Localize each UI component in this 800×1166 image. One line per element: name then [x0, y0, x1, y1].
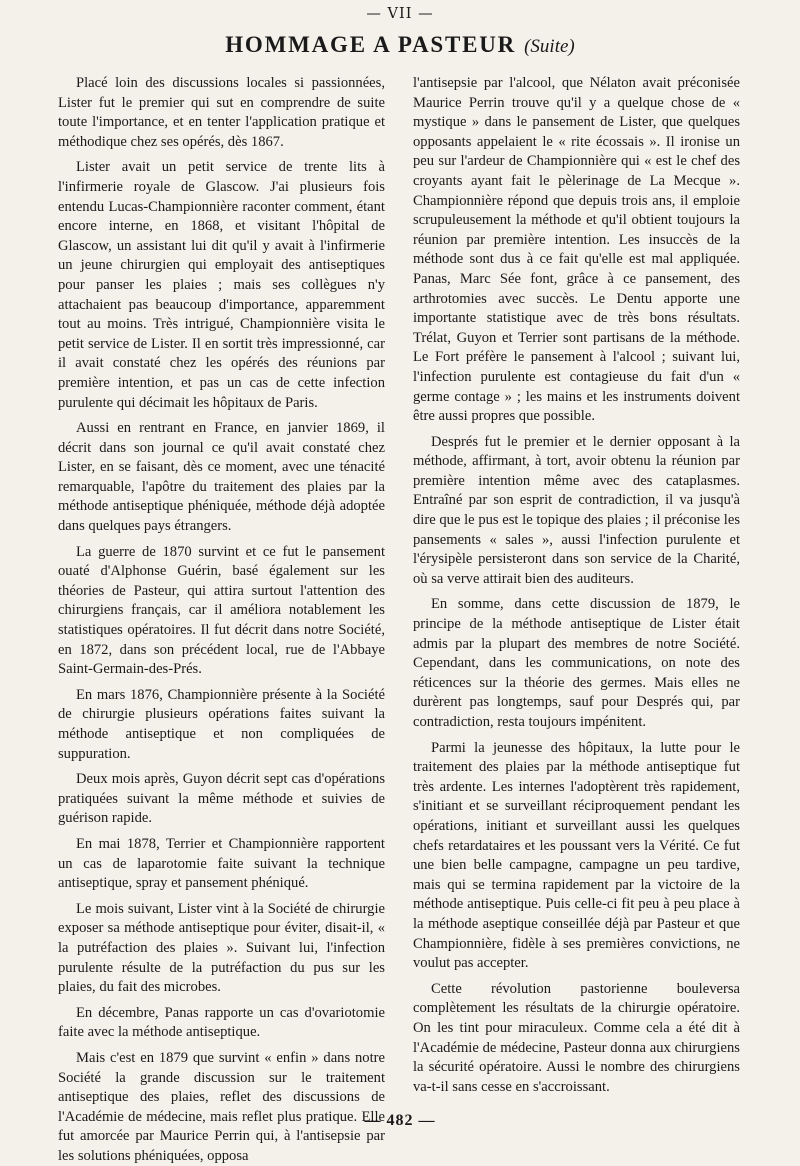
paragraph: En mars 1876, Championnière présente à la Société de chirurgie plusieurs opérations faites suivant la méthode antiseptique et non compliquées de suppuration.: [58, 686, 385, 762]
paragraph: Parmi la jeunesse des hôpitaux, la lutte pour le traitement des plaies par la méthode antiseptique fut très ardente. Les internes l'adoptèrent très rapidement, s'initiant et se surveillant réciproquement pendant les opérations, initiant et surveillant aussi les quelques chefs retardataires et les poussant vers la Vérité. Ce fut une bien belle campagne, campagne un peu tardive, mais qui se termina rapidement par la victoire de la méthode antiseptique. Puis celle-ci fit peu à peu place à la méthode aseptique conseillée déjà par Pasteur et que Championnière, fidèle à ses premières convictions, ne voulut pas accepter.: [413, 739, 740, 972]
left-column: [58, 74, 385, 1164]
paragraph: En décembre, Panas rapporte un cas d'ovariotomie faite avec la méthode antiseptique.: [58, 1004, 385, 1041]
paragraph: En mai 1878, Terrier et Championnière rapportent un cas de laparotomie faite suivant la technique antiseptique, spray et pansement phéniqué.: [58, 835, 385, 892]
title-suffix: (Suite): [524, 36, 575, 57]
right-column: [413, 74, 740, 1095]
paragraph: La guerre de 1870 survint et ce fut le pansement ouaté d'Alphonse Guérin, basé également sur les théories de Pasteur, qui attira surtout l'attention des chirurgiens français, car il améliora notablement les statistiques opératoires. Il fut décrit dans notre Société, en 1872, dans son précédent local, rue de l'Abbaye Saint-Germain-des-Prés.: [58, 543, 385, 678]
paragraph: En somme, dans cette discussion de 1879, le principe de la méthode antiseptique de Lister était admis par la plupart des membres de notre Société. Cependant, dans les communications, on note des réticences sur la théorie des germes. Mais elles ne durèrent pas longtemps, sauf pour Després qui, par contradiction, resta toujours impénitent.: [413, 596, 740, 730]
paragraph: Le mois suivant, Lister vint à la Société de chirurgie exposer sa méthode antiseptique pour éviter, disait-il, « la putréfaction des plaies ». Suivant lui, l'infection purulente résulte de la putréfaction du pus sur les plaies, du fait des microbes.: [58, 900, 385, 996]
paragraph: Deux mois après, Guyon décrit sept cas d'opérations pratiquées suivant la même méthode et suivies de guérison rapide.: [58, 771, 385, 827]
paragraph: l'antisepsie par l'alcool, que Nélaton avait préconisée Maurice Perrin trouve qu'il y a quelque chose de « mystique » dans le pansement de Lister, que quelques opposants appelaient le « rite écossais ». Il ironise un peu sur l'ardeur de Championnière qui « est le chef des croyants ayant fait le pèlerinage de La Mecque ». Championnière répond que depuis trois ans, il emploie scrupuleusement la méthode et qu'il obtient toujours la réunion par première intention. Les insuccès de la méthode sont dus à ce fait qu'elle est mal appliquée. Panas, Marc Sée font, grâce à ce pansement, des arthrotomies avec succès. Le Dentu apporte une importante statistique avec de très bons résultats. Trélat, Guyon et Terrier sont partisans de la méthode. Le Fort préfère le pansement à l'alcool ; suivant lui, l'infection purulente est contagieuse du fait d'un « germe contage » ; les mains et les instruments doivent être aussi propres que possible.: [413, 75, 740, 425]
paragraph: Després fut le premier et le dernier opposant à la méthode, affirmant, à tort, avoir obtenu la réunion par première intention même avec des cataplasmes. Entraîné par son esprit de contradiction, il va jusqu'à dire que le pus est le topique des plaies ; il préconise les pansements « sales », aussi l'infection purulente et l'érysipèle persisteront dans son service de la Charité, où sa verve attirait bien des auditeurs.: [413, 433, 740, 587]
roman-folio: — VII —: [366, 6, 434, 22]
paragraph: Cette révolution pastorienne bouleversa complètement les résultats de la chirurgie opératoire. On les tint pour miraculeux. Comme cela a été dit à l'Académie de médecine, Pasteur donna aux chirurgiens la sécurité opératoire. Aussi le nombre des chirurgiens va-t-il sans cesse en s'accroissant.: [413, 980, 740, 1095]
paragraph: Mais c'est en 1879 que survint « enfin » dans notre Société la grande discussion sur le traitement antiseptique des plaies, reflet des discussions de l'Académie de médecine, mais reflet plus pratique. Elle fut amorcée par Maurice Perrin qui, à l'antisepsie par les solutions phéniquées, opposa: [58, 1049, 385, 1164]
paragraph: Aussi en rentrant en France, en janvier 1869, il décrit dans son journal ce qu'il avait constaté chez Lister, en se faisant, dès ce moment, avec une ténacité remarquable, l'apôtre du traitement des plaies par la méthode antiseptique phéniquée, méthode déjà adoptée dans quelques pays étrangers.: [58, 420, 385, 535]
page-heading: [0, 30, 800, 62]
article-title: HOMMAGE A PASTEUR: [225, 32, 517, 57]
page-number: — 482 —: [364, 1112, 436, 1129]
paragraph: Lister avait un petit service de trente lits à l'infirmerie royale de Glascow. J'ai plusieurs fois entendu Lucas-Championnière raconter comment, étant encore interne, en 1868, et visitant l'hôpital de Glascow, un assistant lui dit qu'il y avait à l'infirmerie un jeune chirurgien qui employait des antiseptiques pour panser les plaies ; mais ses collègues n'y attachaient pas beaucoup d'importance, apparemment tout au moins. Très intrigué, Championnière visita le petit service de Lister. Il en sortit très impressionné, car il avait constaté chez les opérés des réunions par première intention, et pas un cas de cette infection purulente qui décimait les hôpitaux de Paris.: [58, 159, 385, 411]
paragraph: Placé loin des discussions locales si passionnées, Lister fut le premier qui sut en comprendre de suite toute l'importance, et en tenter l'application pratique et méthodique chez ses opérés, dès 1867.: [58, 75, 385, 150]
